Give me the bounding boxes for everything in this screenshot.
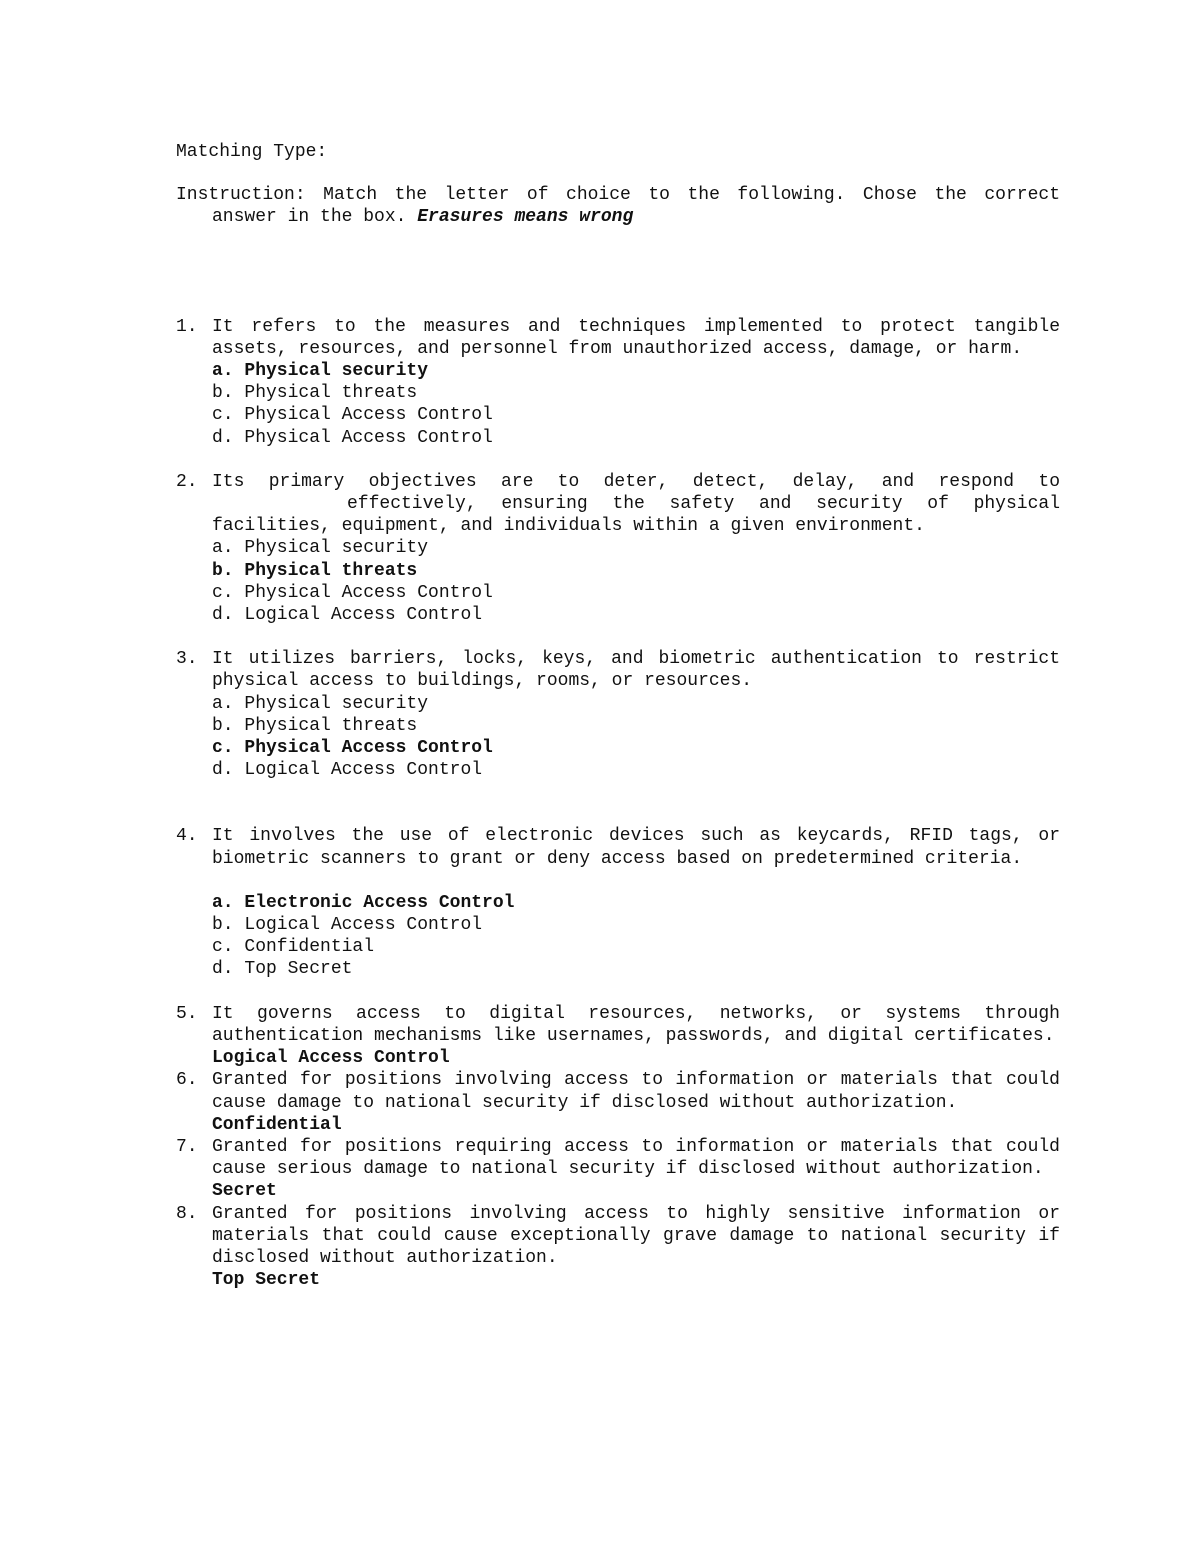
answer-text: Secret [212, 1181, 277, 1202]
question-number: 3. [176, 649, 198, 670]
question-5 [176, 1003, 1060, 1070]
question-stem: It utilizes barriers, locks, keys, and biometric authentication to restrict physical access to buildings, rooms, or resources. [212, 649, 1060, 692]
question-stem [212, 471, 1060, 538]
question-3 [176, 648, 1060, 781]
question-number: 5. [176, 1003, 198, 1024]
choice-list [212, 360, 1060, 449]
question-stem: It refers to the measures and techniques implemented to protect tangible assets, resources, and personnel from unauthorized access, damage, or harm. [212, 316, 1060, 359]
question-4 [176, 825, 1060, 980]
question-8 [176, 1203, 1060, 1292]
choice-a: a. Physical security [212, 538, 429, 559]
answer-text: Top Secret [212, 1270, 321, 1291]
instruction-text: Instruction: Match the letter of choice to the following. Chose the correct answer in the box. [176, 185, 1060, 228]
question-1 [176, 316, 1060, 449]
question-number: 8. [176, 1203, 198, 1224]
question-number: 7. [176, 1136, 198, 1157]
choice-c: c. Confidential [212, 937, 375, 958]
question-6 [176, 1069, 1060, 1136]
answer-text: Confidential [212, 1114, 342, 1135]
question-number: 1. [176, 316, 198, 337]
instruction-paragraph [176, 184, 1060, 228]
instruction-emphasis: Erasures means wrong [417, 207, 634, 228]
choice-d: d. Logical Access Control [212, 605, 483, 626]
choice-list [212, 537, 1060, 626]
question-stem-continued [212, 493, 1060, 537]
answer-text: Logical Access Control [212, 1048, 450, 1069]
choice-d: d. Physical Access Control [212, 427, 493, 448]
choice-b: b. Physical threats [212, 560, 418, 581]
question-stem-line-1: Its primary objectives are to deter, detect, delay, and respond to [212, 471, 1060, 492]
choice-c: c. Physical Access Control [212, 405, 493, 426]
question-stem-line-2: effectively, ensuring the safety and security of physical facilities, equipment, and individuals within a given environment. [212, 494, 1060, 537]
choice-c: c. Physical Access Control [212, 582, 493, 603]
question-stem: It governs access to digital resources, networks, or systems through authentication mechanisms like usernames, passwords, and digital certificates. [212, 1003, 1060, 1046]
choice-c: c. Physical Access Control [212, 738, 493, 759]
choice-a: a. Electronic Access Control [212, 892, 515, 913]
question-list [176, 316, 1060, 1292]
question-number: 2. [176, 471, 198, 492]
choice-list [212, 892, 1060, 981]
question-stem: Granted for positions requiring access to information or materials that could cause serious damage to national security if disclosed without authorization. [212, 1136, 1060, 1180]
question-stem: Granted for positions involving access to highly sensitive information or materials that could cause exceptionally grave damage to national security if disclosed without authorization. [212, 1203, 1060, 1268]
question-stem: Granted for positions involving access to information or materials that could cause damage to national security if disclosed without authorization. [212, 1070, 1060, 1113]
choice-b: b. Physical threats [212, 383, 418, 404]
choice-b: b. Logical Access Control [212, 915, 483, 936]
document-page [176, 141, 1060, 1291]
question-7 [176, 1136, 1060, 1203]
choice-list [212, 693, 1060, 782]
choice-d: d. Logical Access Control [212, 760, 483, 781]
question-number: 4. [176, 826, 198, 847]
choice-b: b. Physical threats [212, 715, 418, 736]
question-2 [176, 471, 1060, 626]
question-number: 6. [176, 1070, 198, 1091]
choice-a: a. Physical security [212, 693, 429, 714]
choice-d: d. Top Secret [212, 959, 353, 980]
document-title: Matching Type: [176, 142, 328, 162]
question-stem: It involves the use of electronic devices such as keycards, RFID tags, or biometric scanners to grant or deny access based on predetermined criteria. [212, 826, 1060, 869]
choice-a: a. Physical security [212, 361, 429, 382]
